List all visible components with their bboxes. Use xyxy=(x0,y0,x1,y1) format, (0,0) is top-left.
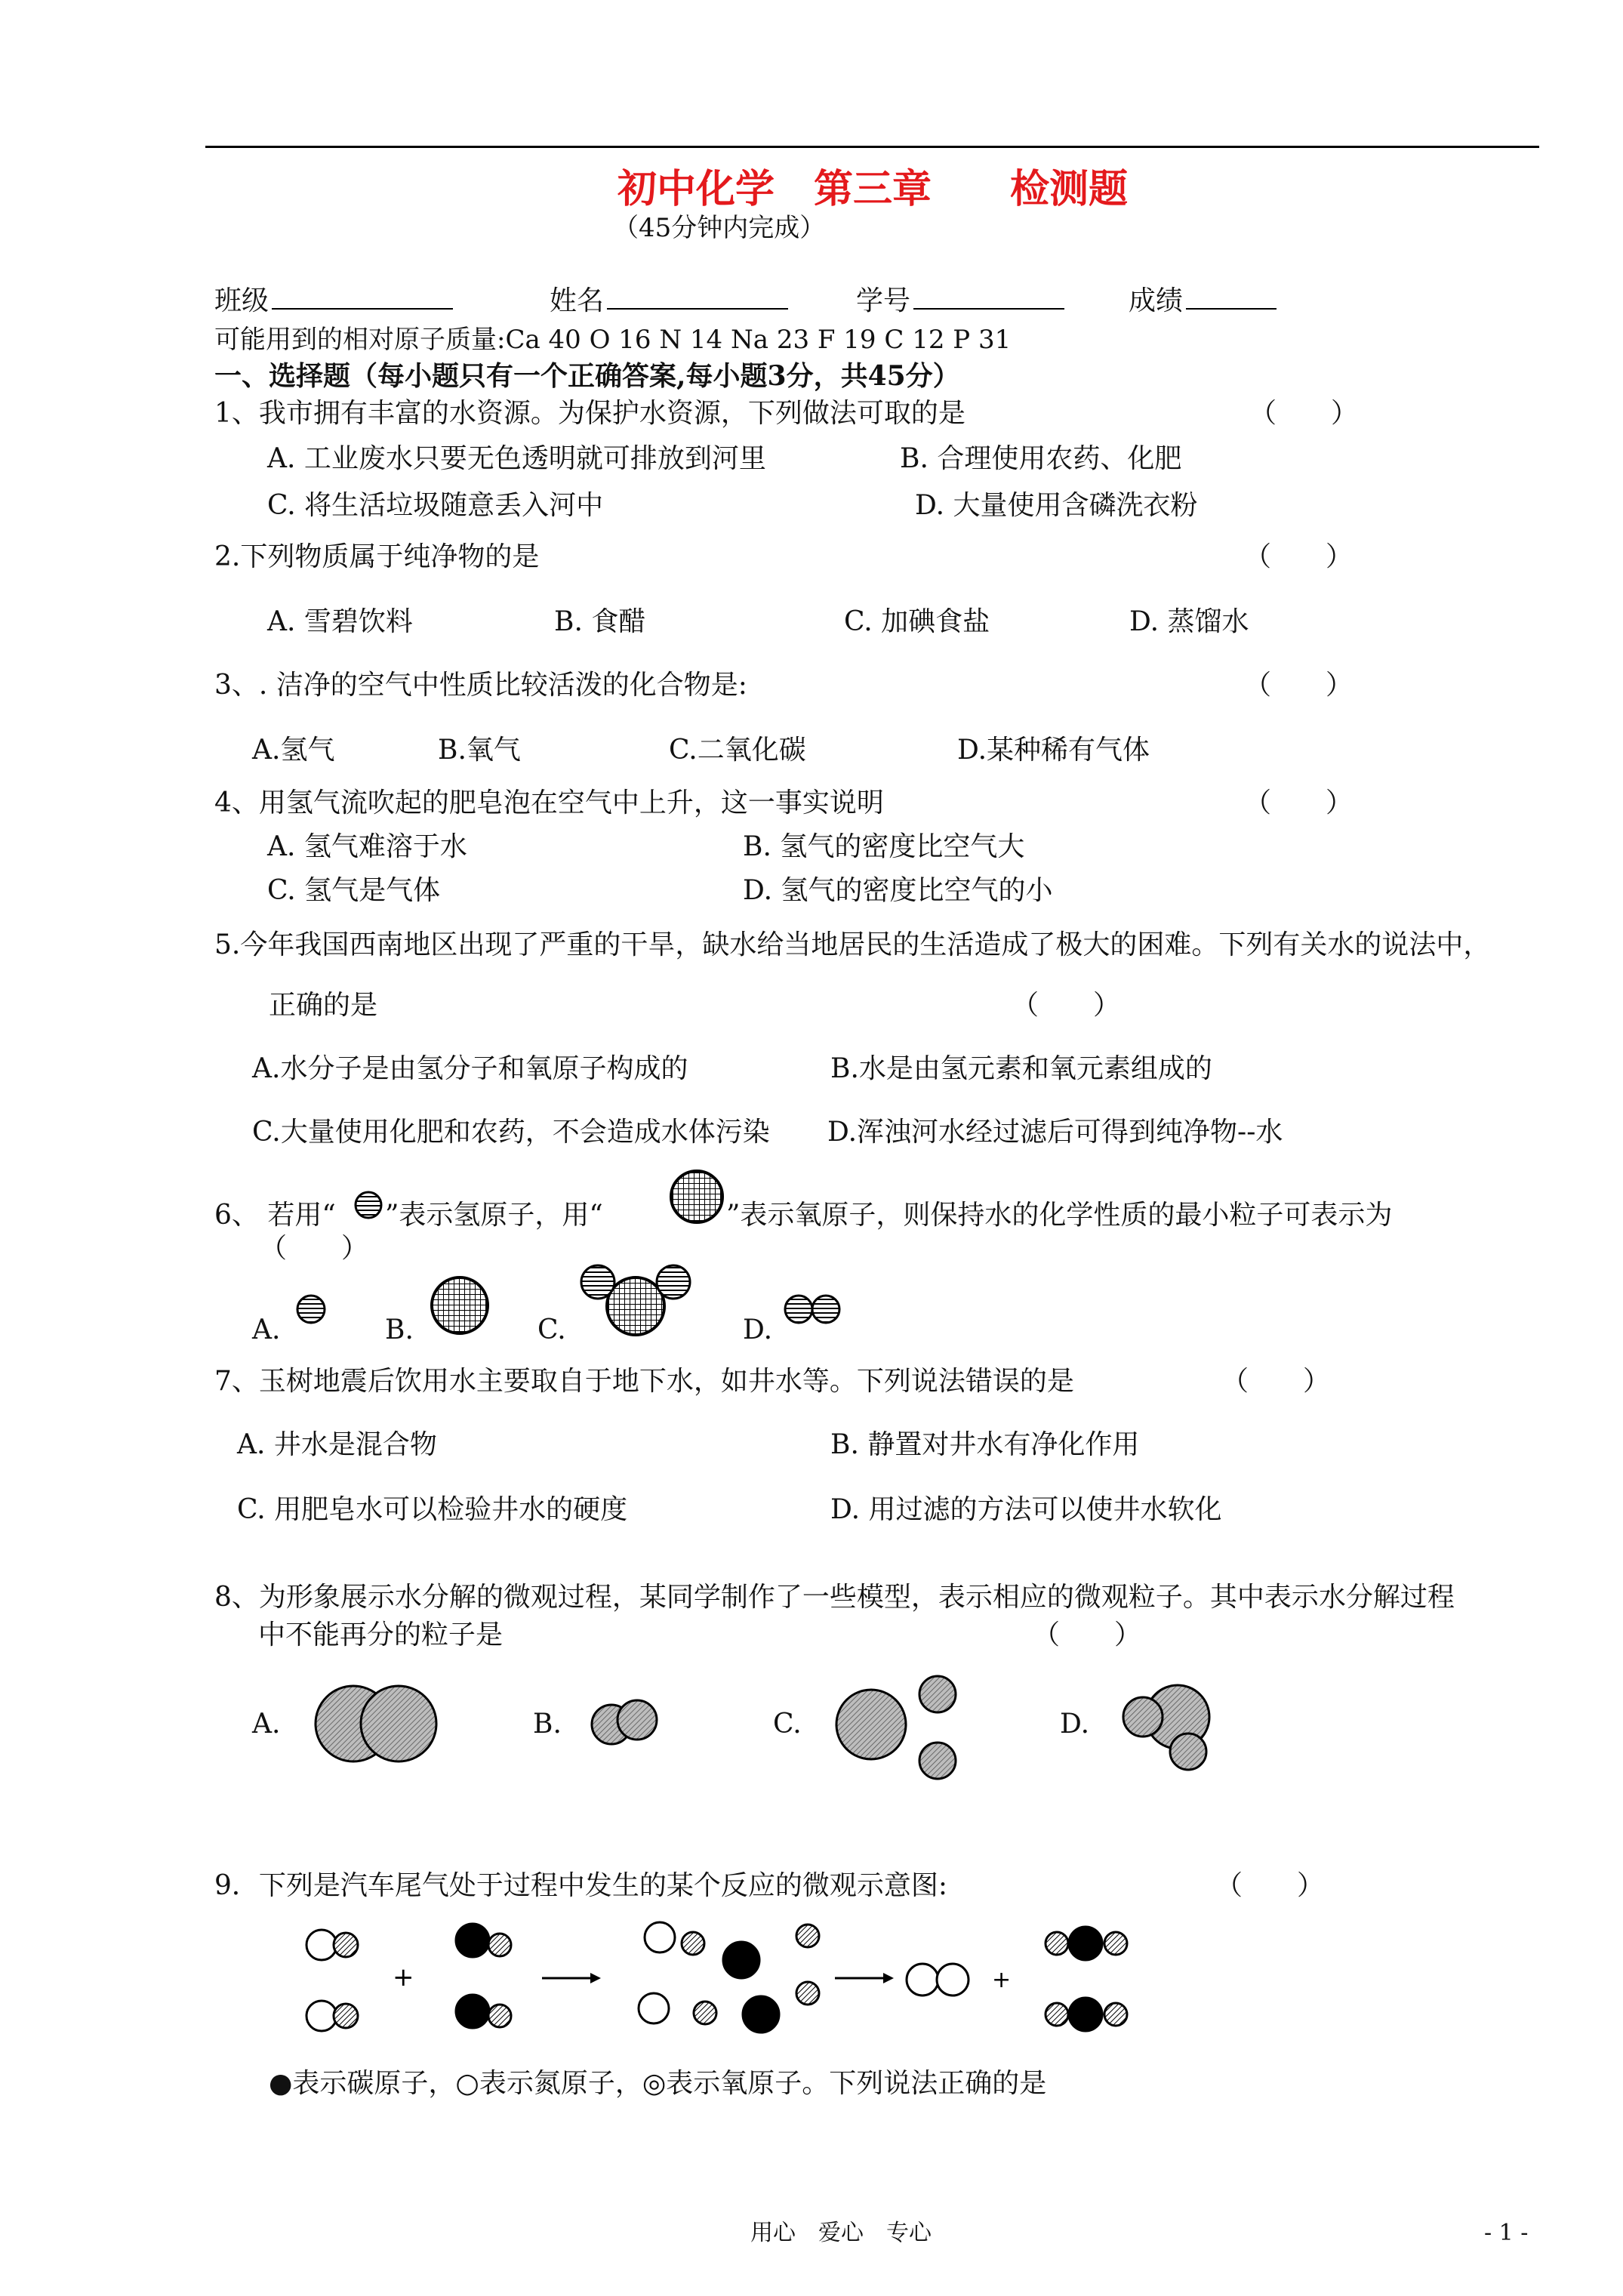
footer-motto: 用心 爱心 专心 xyxy=(750,2220,932,2246)
q6-option-c-water-molecule-icon xyxy=(577,1256,694,1339)
q8-stem: 8、为形象展示水分解的微观过程，某同学制作了一些模型，表示相应的微观粒子。其中表示水分解过程 xyxy=(214,1582,1455,1613)
hydrogen-atom-legend-icon xyxy=(353,1190,383,1220)
q6-p2: ”表示氢原子，用“ xyxy=(385,1200,603,1231)
q8-option-b-model-icon xyxy=(589,1696,664,1749)
q3-stem: 3、. 洁净的空气中性质比较活泼的化合物是: xyxy=(214,670,747,701)
q2-option-b[interactable]: B. 食醋 xyxy=(554,606,646,637)
q6-option-a-hydrogen-icon xyxy=(294,1293,328,1326)
q4-option-c[interactable]: C. 氢气是气体 xyxy=(267,875,441,906)
q8-stem-2: 中不能再分的粒子是 xyxy=(258,1620,504,1650)
q7-option-a[interactable]: A. 井水是混合物 xyxy=(237,1429,437,1460)
q5-stem: 5.今年我国西南地区出现了严重的干旱，缺水给当地居民的生活造成了极大的困难。下列有关水的说法中， xyxy=(214,929,1491,960)
q6-option-d-hydrogen-molecule-icon xyxy=(782,1293,845,1326)
q1-option-a[interactable]: A. 工业废水只要无色透明就可排放到河里 xyxy=(267,443,766,474)
q6-option-a[interactable]: A. xyxy=(252,1314,281,1345)
score-blank[interactable] xyxy=(1186,284,1277,310)
q1-option-d[interactable]: D. 大量使用含磷洗衣粉 xyxy=(915,490,1198,521)
q7-option-b[interactable]: B. 静置对井水有净化作用 xyxy=(830,1429,1140,1460)
id-blank[interactable] xyxy=(913,284,1064,310)
id-label: 学号 xyxy=(856,284,1064,318)
q8-option-d[interactable]: D. xyxy=(1060,1709,1090,1740)
q5-option-d[interactable]: D.浑浊河水经过滤后可得到纯净物--水 xyxy=(827,1117,1283,1148)
oxygen-atom-legend-icon xyxy=(667,1167,726,1226)
q1-option-c[interactable]: C. 将生活垃圾随意丢入河中 xyxy=(267,490,604,521)
q6-p1: 6、 若用“ xyxy=(214,1200,336,1231)
q5-stem-2: 正确的是 xyxy=(269,990,378,1021)
atomic-masses: 可能用到的相对原子质量:Ca 40 O 16 N 14 Na 23 F 19 C 12 P 31 xyxy=(214,325,1012,355)
q8-option-a[interactable]: A. xyxy=(252,1709,281,1740)
q8-option-b[interactable]: B. xyxy=(533,1709,562,1740)
q7-stem: 7、玉树地震后饮用水主要取自于地下水，如井水等。下列说法错误的是 xyxy=(214,1366,1074,1397)
q6-option-c[interactable]: C. xyxy=(537,1314,566,1345)
q4-answer-paren[interactable]: （ ） xyxy=(1244,787,1354,818)
q3-answer-paren[interactable]: （ ） xyxy=(1244,670,1354,701)
q5-answer-paren[interactable]: （ ） xyxy=(1012,990,1121,1021)
q3-option-c[interactable]: C.二氧化碳 xyxy=(669,735,806,766)
q4-option-a[interactable]: A. 氢气难溶于水 xyxy=(267,831,467,862)
q7-answer-paren[interactable]: （ ） xyxy=(1221,1366,1331,1397)
q2-option-c[interactable]: C. 加碘食盐 xyxy=(844,606,990,637)
section-heading: 一、选择题（每小题只有一个正确答案,每小题3分，共45分） xyxy=(214,360,960,392)
q6-option-b-oxygen-icon xyxy=(427,1273,492,1338)
svg-text:+: + xyxy=(393,1962,414,1992)
q7-option-c[interactable]: C. 用肥皂水可以检验井水的硬度 xyxy=(237,1494,628,1525)
q2-option-d[interactable]: D. 蒸馏水 xyxy=(1129,606,1249,637)
q1-answer-paren[interactable]: （ ） xyxy=(1249,398,1359,429)
class-blank[interactable] xyxy=(272,284,453,310)
svg-text:+: + xyxy=(992,1967,1012,1993)
q9-legend: ●表示碳原子，○表示氮原子，◎表示氧原子。下列说法正确的是 xyxy=(269,2068,1047,2099)
q6-option-b[interactable]: B. xyxy=(385,1314,414,1345)
q4-stem: 4、用氢气流吹起的肥皂泡在空气中上升，这一事实说明 xyxy=(214,787,884,818)
page-title: 初中化学 第三章 检测题 xyxy=(617,167,1129,212)
q3-option-a[interactable]: A.氢气 xyxy=(252,735,335,766)
q6-option-d[interactable]: D. xyxy=(743,1314,773,1345)
q8-option-c-model-icon xyxy=(830,1669,966,1782)
q5-option-a[interactable]: A.水分子是由氢分子和氧原子构成的 xyxy=(252,1053,688,1084)
q4-option-d[interactable]: D. 氢气的密度比空气的小 xyxy=(743,875,1053,906)
q6-p3: ”表示氧原子，则保持水的化学性质的最小粒子可表示为 xyxy=(726,1200,1393,1231)
name-blank[interactable] xyxy=(607,284,788,310)
q9-answer-paren[interactable]: （ ） xyxy=(1215,1870,1325,1901)
q5-option-b[interactable]: B.水是由氢元素和氧元素组成的 xyxy=(830,1053,1212,1084)
name-label: 姓名 xyxy=(550,284,788,318)
q4-option-b[interactable]: B. 氢气的密度比空气大 xyxy=(743,831,1025,862)
score-label: 成绩 xyxy=(1129,284,1277,318)
header-rule xyxy=(205,146,1539,148)
q9-stem: 9．下列是汽车尾气处于过程中发生的某个反应的微观示意图: xyxy=(214,1870,948,1901)
q2-option-a[interactable]: A. 雪碧饮料 xyxy=(267,606,413,637)
q8-option-a-model-icon xyxy=(310,1681,445,1767)
q2-stem: 2.下列物质属于纯净物的是 xyxy=(214,541,540,572)
q3-option-b[interactable]: B.氧气 xyxy=(438,735,521,766)
q7-option-d[interactable]: D. 用过滤的方法可以使井水软化 xyxy=(830,1494,1222,1525)
q6-answer-paren[interactable]: （ ） xyxy=(260,1233,369,1264)
q3-option-d[interactable]: D.某种稀有气体 xyxy=(957,735,1150,766)
q8-option-c[interactable]: C. xyxy=(773,1709,802,1740)
q8-option-d-model-icon xyxy=(1117,1681,1223,1771)
q1-option-b[interactable]: B. 合理使用农药、化肥 xyxy=(900,443,1182,474)
q5-option-c[interactable]: C.大量使用化肥和农药，不会造成水体污染 xyxy=(252,1117,770,1148)
class-label: 班级 xyxy=(214,284,453,318)
q2-answer-paren[interactable]: （ ） xyxy=(1244,541,1354,572)
q9-reaction-diagram xyxy=(302,1918,1140,2046)
time-note: （45分钟内完成） xyxy=(613,213,826,243)
page-number: - 1 - xyxy=(1484,2220,1529,2246)
q1-stem: 1、我市拥有丰富的水资源。为保护水资源，下列做法可取的是 xyxy=(214,398,965,429)
q8-answer-paren[interactable]: （ ） xyxy=(1033,1620,1142,1650)
